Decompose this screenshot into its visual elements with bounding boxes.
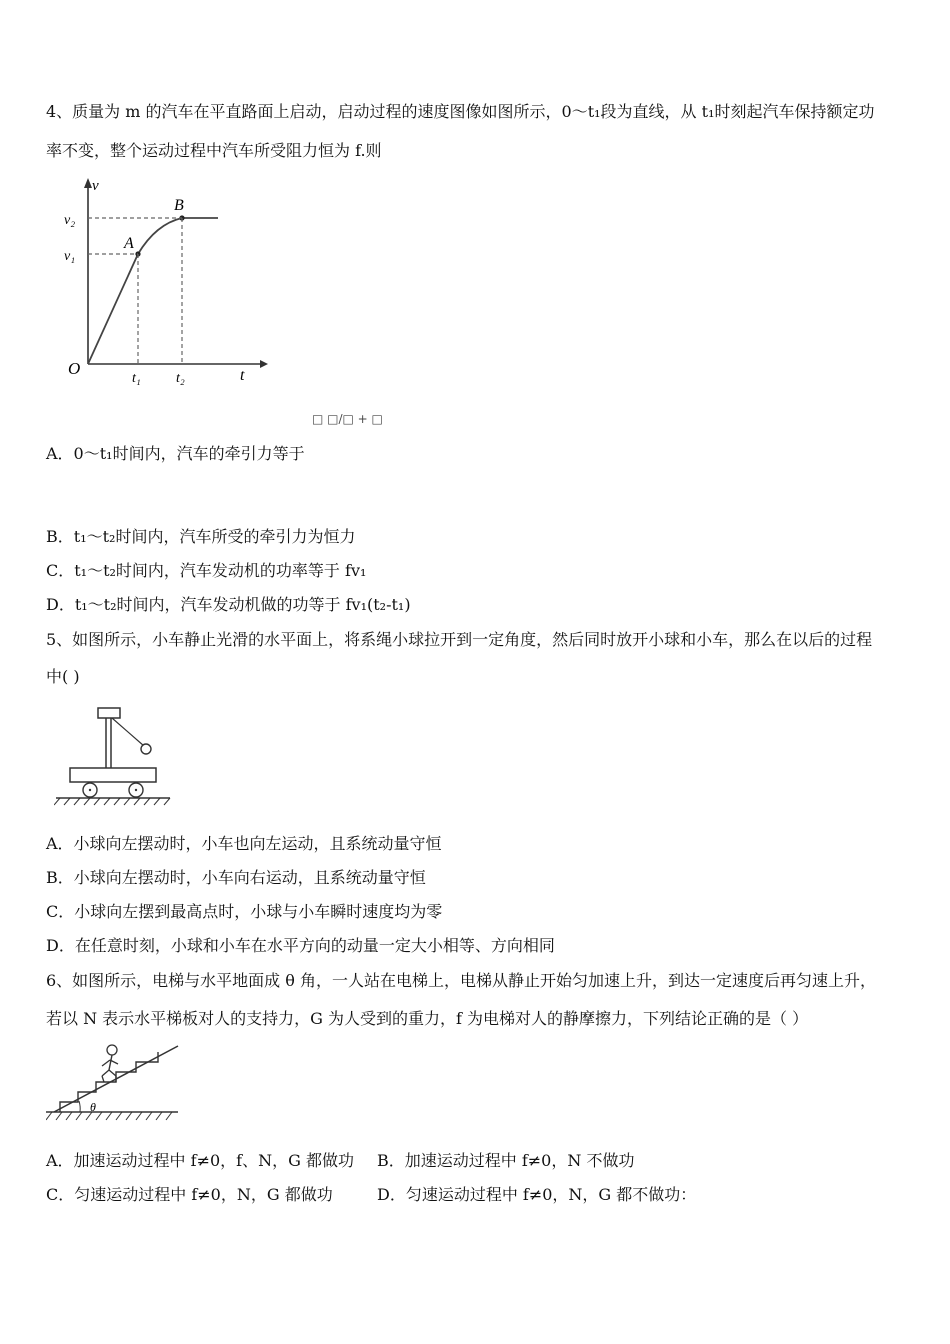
q4-option-d: D．t₁～t₂时间内，汽车发动机做的功等于 fv₁(t₂-t₁) bbox=[46, 595, 411, 614]
q4-stem-line2: 率不变，整个运动过程中汽车所受阻力恒为 f.则 bbox=[46, 141, 382, 160]
v-axis-arrow bbox=[84, 178, 92, 188]
q4-option-a: A．0～t₁时间内，汽车的牵引力等于 bbox=[46, 444, 305, 463]
q6-stem-line1: 6、如图所示，电梯与水平地面成 θ 角，一人站在电梯上，电梯从静止开始匀加速上升，到达一定速度后再匀速上升， bbox=[46, 971, 876, 990]
label-b: B bbox=[174, 197, 184, 214]
label-theta: θ bbox=[90, 1100, 96, 1114]
pendulum-top-block bbox=[98, 708, 120, 718]
q6-option-b: B．加速运动过程中 f≠0，N 不做功 bbox=[377, 1151, 635, 1170]
formula-image: □ □/□ + □ bbox=[312, 412, 383, 426]
q5-option-a: A．小球向左摆动时，小车也向左运动，且系统动量守恒 bbox=[46, 834, 442, 853]
cart-pendulum-figure bbox=[54, 702, 174, 806]
curve-segment bbox=[138, 218, 218, 254]
label-o: O bbox=[68, 359, 81, 378]
pendulum-string bbox=[112, 718, 144, 746]
person-head bbox=[107, 1045, 117, 1055]
label-t: t bbox=[240, 367, 245, 384]
cart-body bbox=[70, 768, 156, 782]
q5-option-c: C．小球向左摆到最高点时，小球与小车瞬时速度均为零 bbox=[46, 902, 443, 921]
linear-segment bbox=[88, 254, 138, 364]
velocity-time-graph bbox=[60, 172, 280, 392]
label-v1: v₁ bbox=[64, 249, 76, 264]
q5-option-b: B．小球向左摆动时，小车向右运动，且系统动量守恒 bbox=[46, 868, 426, 887]
q6-option-d: D．匀速运动过程中 f≠0，N，G 都不做功： bbox=[377, 1185, 697, 1204]
q4-option-c: C．t₁～t₂时间内，汽车发动机的功率等于 fv₁ bbox=[46, 561, 367, 580]
q6-option-a: A．加速运动过程中 f≠0，f、N，G 都做功 bbox=[46, 1151, 354, 1170]
q5-stem-line2: 中( ) bbox=[46, 667, 80, 686]
pendulum-ball bbox=[141, 744, 151, 754]
label-t1: t₁ bbox=[132, 371, 141, 386]
label-v: v bbox=[92, 178, 99, 194]
q4-option-b: B．t₁～t₂时间内，汽车所受的牵引力为恒力 bbox=[46, 527, 356, 546]
q6-stem-line2: 若以 N 表示水平梯板对人的支持力，G 为人受到的重力，f 为电梯对人的静摩擦力，下列结论正确的是（ ） bbox=[46, 1009, 809, 1028]
q4-stem-line1: 4、质量为 m 的汽车在平直路面上启动，启动过程的速度图像如图所示，0～t₁段为直线，从 t₁时刻起汽车保持额定功 bbox=[46, 102, 875, 121]
q6-option-c: C．匀速运动过程中 f≠0，N，G 都做功 bbox=[46, 1185, 333, 1204]
q5-option-d: D．在任意时刻，小球和小车在水平方向的动量一定大小相等、方向相同 bbox=[46, 936, 555, 955]
t-axis-arrow bbox=[260, 360, 268, 368]
q5-stem-line1: 5、如图所示，小车静止光滑的水平面上，将系绳小球拉开到一定角度，然后同时放开小球和小车，那么在以后的过程 bbox=[46, 630, 873, 649]
label-a: A bbox=[124, 235, 134, 252]
escalator-figure bbox=[46, 1040, 182, 1122]
label-t2: t₂ bbox=[176, 371, 185, 386]
label-v2: v₂ bbox=[64, 213, 76, 228]
